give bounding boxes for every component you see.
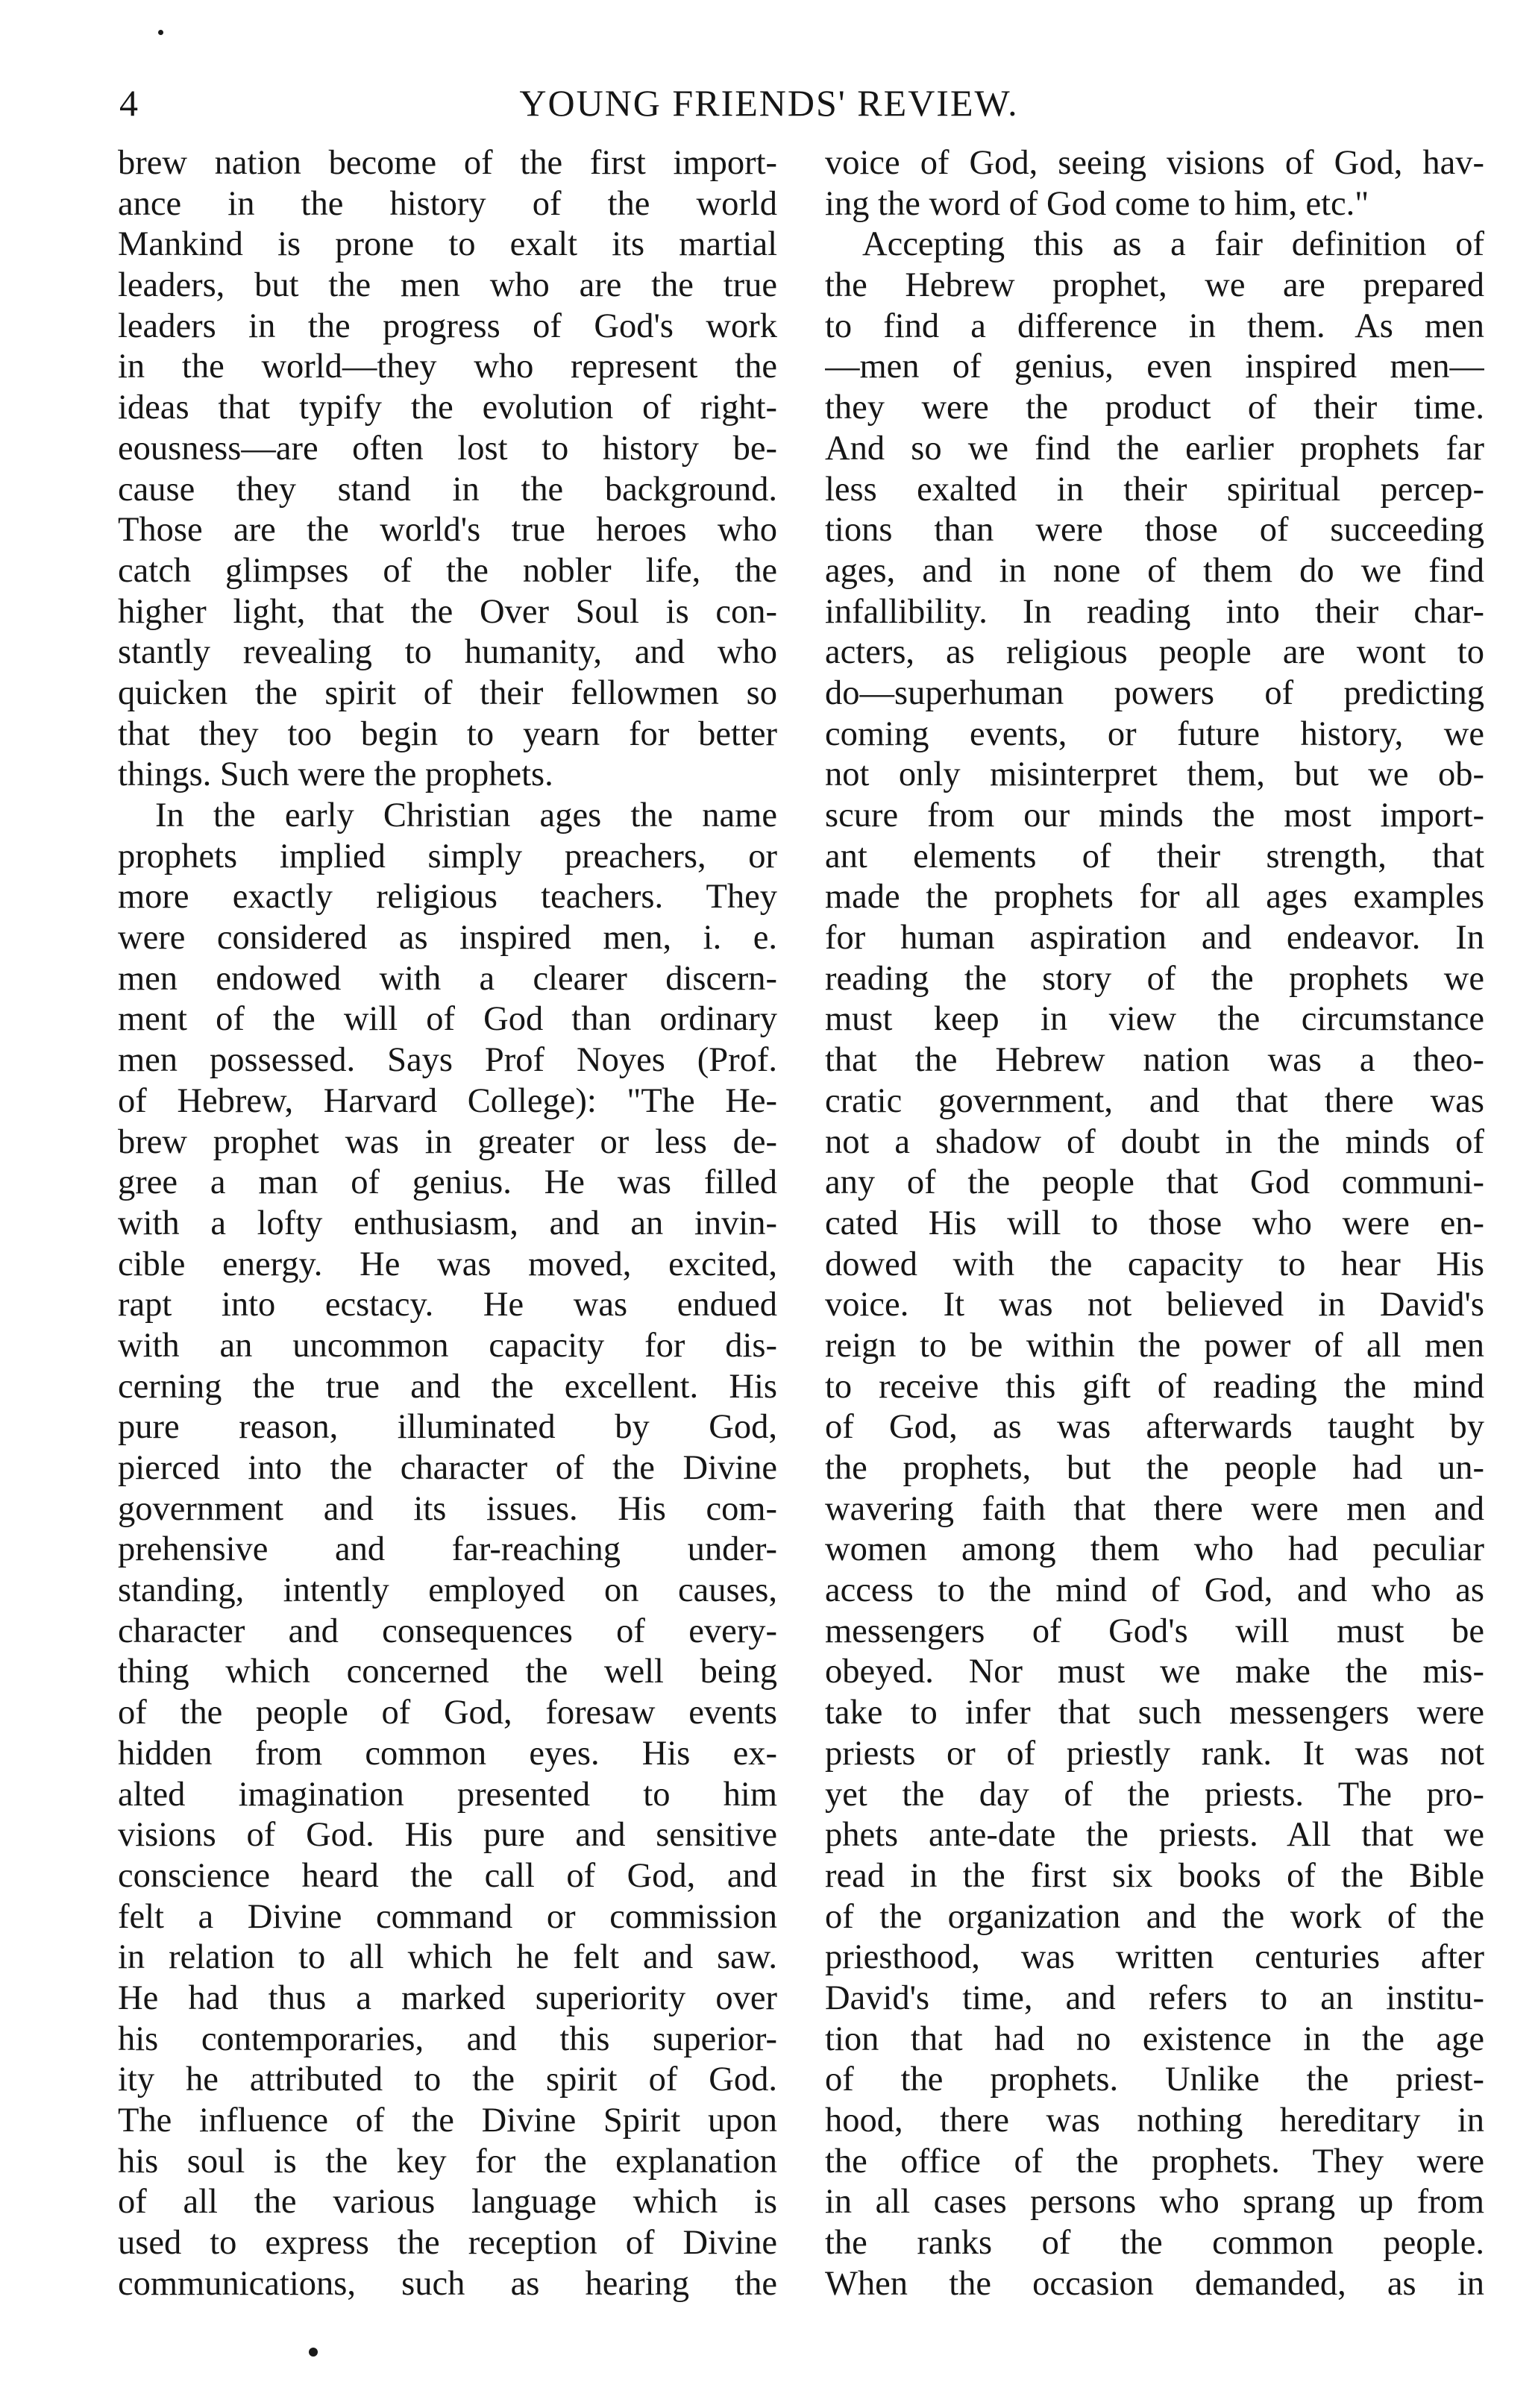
text-line: character and consequences of every- bbox=[118, 1612, 777, 1650]
text-line: catch glimpses of the nobler life, the bbox=[118, 551, 777, 590]
text-line: ity he attributed to the spirit of God. bbox=[118, 2060, 777, 2099]
text-line: in the world—they who represent the bbox=[118, 348, 777, 386]
text-line: used to express the reception of Divine bbox=[118, 2224, 777, 2263]
text-line: of Hebrew, Harvard College): "The He- bbox=[118, 1081, 777, 1120]
text-line: read in the first six books of the Bible bbox=[825, 1856, 1484, 1895]
text-line: pierced into the character of the Divine bbox=[118, 1449, 777, 1487]
text-line: men endowed with a clearer discern- bbox=[118, 959, 777, 998]
text-line: made the prophets for all ages examples bbox=[825, 878, 1484, 917]
text-line: rapt into ecstacy. He was endued bbox=[118, 1286, 777, 1324]
text-line: obeyed. Nor must we make the mis- bbox=[825, 1653, 1484, 1691]
text-line: things. Such were the prophets. bbox=[118, 755, 553, 794]
text-line: women among them who had peculiar bbox=[825, 1530, 1484, 1569]
text-line: leaders, but the men who are the true bbox=[118, 266, 777, 305]
right-column bbox=[825, 143, 1484, 2304]
text-line: ance in the history of the world bbox=[118, 184, 777, 223]
text-line: acters, as religious people are wont to bbox=[825, 633, 1484, 672]
ink-speck bbox=[158, 30, 163, 35]
text-line: his soul is the key for the explanation bbox=[118, 2142, 777, 2181]
text-line: gree a man of genius. He was filled bbox=[118, 1163, 777, 1202]
text-line: of God, as was afterwards taught by bbox=[825, 1408, 1484, 1447]
text-line: men possessed. Says Prof Noyes (Prof. bbox=[118, 1041, 777, 1080]
text-line: In the early Christian ages the name bbox=[155, 796, 777, 834]
text-line: stantly revealing to humanity, and who bbox=[118, 633, 777, 672]
text-line: of the prophets. Unlike the priest- bbox=[825, 2060, 1484, 2099]
text-line: for human aspiration and endeavor. In bbox=[825, 919, 1484, 958]
text-line: scure from our minds the most import- bbox=[825, 796, 1484, 834]
text-line: higher light, that the Over Soul is con- bbox=[118, 592, 777, 631]
text-line: voice of God, seeing visions of God, hav- bbox=[825, 144, 1484, 182]
text-line: ment of the will of God than ordinary bbox=[118, 1000, 777, 1039]
text-line: cause they stand in the background. bbox=[118, 470, 777, 509]
text-line: less exalted in their spiritual percep- bbox=[825, 470, 1484, 509]
text-line: priests or of priestly rank. It was not bbox=[825, 1734, 1484, 1773]
text-line: dowed with the capacity to hear His bbox=[825, 1245, 1484, 1283]
text-line: When the occasion demanded, as in bbox=[825, 2264, 1484, 2303]
text-line: with a lofty enthusiasm, and an invin- bbox=[118, 1204, 777, 1242]
text-line: access to the mind of God, and who as bbox=[825, 1571, 1484, 1610]
text-line: —men of genius, even inspired men— bbox=[825, 348, 1484, 386]
text-line: tion that had no existence in the age bbox=[825, 2019, 1484, 2058]
journal-title: YOUNG FRIENDS' REVIEW. bbox=[519, 82, 1019, 124]
text-line: felt a Divine command or commission bbox=[118, 1897, 777, 1936]
text-line: Accepting this as a fair definition of bbox=[862, 225, 1484, 264]
text-line: communications, such as hearing the bbox=[118, 2264, 777, 2303]
text-line: take to infer that such messengers were bbox=[825, 1694, 1484, 1732]
text-line: of the organization and the work of the bbox=[825, 1897, 1484, 1936]
text-line: the Hebrew prophet, we are prepared bbox=[825, 266, 1484, 305]
text-line: Those are the world's true heroes who bbox=[118, 511, 777, 550]
text-line: cated His will to those who were en- bbox=[825, 1204, 1484, 1242]
text-line: The influence of the Divine Spirit upon bbox=[118, 2102, 777, 2140]
text-line: the ranks of the common people. bbox=[825, 2224, 1484, 2263]
text-line: reading the story of the prophets we bbox=[825, 959, 1484, 998]
text-line: cratic government, and that there was bbox=[825, 1081, 1484, 1120]
text-line: brew nation become of the first import- bbox=[118, 144, 777, 182]
text-line: coming events, or future history, we bbox=[825, 714, 1484, 753]
text-line: more exactly religious teachers. They bbox=[118, 878, 777, 917]
text-line: the prophets, but the people had un- bbox=[825, 1449, 1484, 1487]
text-line: government and its issues. His com- bbox=[118, 1489, 777, 1528]
text-line: not a shadow of doubt in the minds of bbox=[825, 1122, 1484, 1161]
text-line: that they too begin to yearn for better bbox=[118, 714, 777, 753]
text-line: ing the word of God come to him, etc." bbox=[825, 184, 1369, 223]
text-line: hidden from common eyes. His ex- bbox=[118, 1734, 777, 1773]
page-number: 4 bbox=[119, 82, 138, 124]
text-line: were considered as inspired men, i. e. bbox=[118, 919, 777, 958]
left-column bbox=[118, 143, 777, 2304]
text-line: prehensive and far-reaching under- bbox=[118, 1530, 777, 1569]
text-line: they were the product of their time. bbox=[825, 389, 1484, 427]
text-line: of the people of God, foresaw events bbox=[118, 1694, 777, 1732]
text-line: ages, and in none of them do we find bbox=[825, 551, 1484, 590]
text-line: any of the people that God communi- bbox=[825, 1163, 1484, 1202]
text-line: quicken the spirit of their fellowmen so bbox=[118, 673, 777, 712]
ink-speck bbox=[309, 2348, 318, 2357]
text-line: in all cases persons who sprang up from bbox=[825, 2183, 1484, 2222]
text-line: alted imagination presented to him bbox=[118, 1775, 777, 1814]
text-line: He had thus a marked superiority over bbox=[118, 1978, 777, 2017]
text-line: conscience heard the call of God, and bbox=[118, 1856, 777, 1895]
text-line: Mankind is prone to exalt its martial bbox=[118, 225, 777, 264]
text-line: his contemporaries, and this superior- bbox=[118, 2019, 777, 2058]
text-line: ant elements of their strength, that bbox=[825, 837, 1484, 876]
text-line: infallibility. In reading into their char- bbox=[825, 592, 1484, 631]
text-line: And so we find the earlier prophets far bbox=[825, 429, 1484, 468]
text-line: to find a difference in them. As men bbox=[825, 306, 1484, 345]
text-line: messengers of God's will must be bbox=[825, 1612, 1484, 1650]
text-line: priesthood, was written centuries after bbox=[825, 1938, 1484, 1977]
text-line: visions of God. His pure and sensitive bbox=[118, 1816, 777, 1855]
text-line: thing which concerned the well being bbox=[118, 1653, 777, 1691]
text-line: with an uncommon capacity for dis- bbox=[118, 1326, 777, 1365]
text-line: to receive this gift of reading the mind bbox=[825, 1367, 1484, 1406]
text-line: yet the day of the priests. The pro- bbox=[825, 1775, 1484, 1814]
text-line: the office of the prophets. They were bbox=[825, 2142, 1484, 2181]
text-line: hood, there was nothing hereditary in bbox=[825, 2102, 1484, 2140]
text-line: tions than were those of succeeding bbox=[825, 511, 1484, 550]
text-line: leaders in the progress of God's work bbox=[118, 306, 777, 345]
text-line: ideas that typify the evolution of right- bbox=[118, 389, 777, 427]
text-line: David's time, and refers to an institu- bbox=[825, 1978, 1484, 2017]
text-line: pure reason, illuminated by God, bbox=[118, 1408, 777, 1447]
text-line: do—superhuman powers of predicting bbox=[825, 673, 1484, 712]
text-line: brew prophet was in greater or less de- bbox=[118, 1122, 777, 1161]
text-line: that the Hebrew nation was a theo- bbox=[825, 1041, 1484, 1080]
text-line: voice. It was not believed in David's bbox=[825, 1286, 1484, 1324]
text-line: phets ante-date the priests. All that we bbox=[825, 1816, 1484, 1855]
text-line: eousness—are often lost to history be- bbox=[118, 429, 777, 468]
text-line: wavering faith that there were men and bbox=[825, 1489, 1484, 1528]
text-line: reign to be within the power of all men bbox=[825, 1326, 1484, 1365]
text-line: prophets implied simply preachers, or bbox=[118, 837, 777, 876]
text-line: standing, intently employed on causes, bbox=[118, 1571, 777, 1610]
text-line: of all the various language which is bbox=[118, 2183, 777, 2222]
text-line: in relation to all which he felt and saw. bbox=[118, 1938, 777, 1977]
running-head bbox=[0, 81, 1538, 125]
text-line: cerning the true and the excellent. His bbox=[118, 1367, 777, 1406]
text-line: not only misinterpret them, but we ob- bbox=[825, 755, 1484, 794]
text-line: must keep in view the circumstance bbox=[825, 1000, 1484, 1039]
text-line: cible energy. He was moved, excited, bbox=[118, 1245, 777, 1283]
